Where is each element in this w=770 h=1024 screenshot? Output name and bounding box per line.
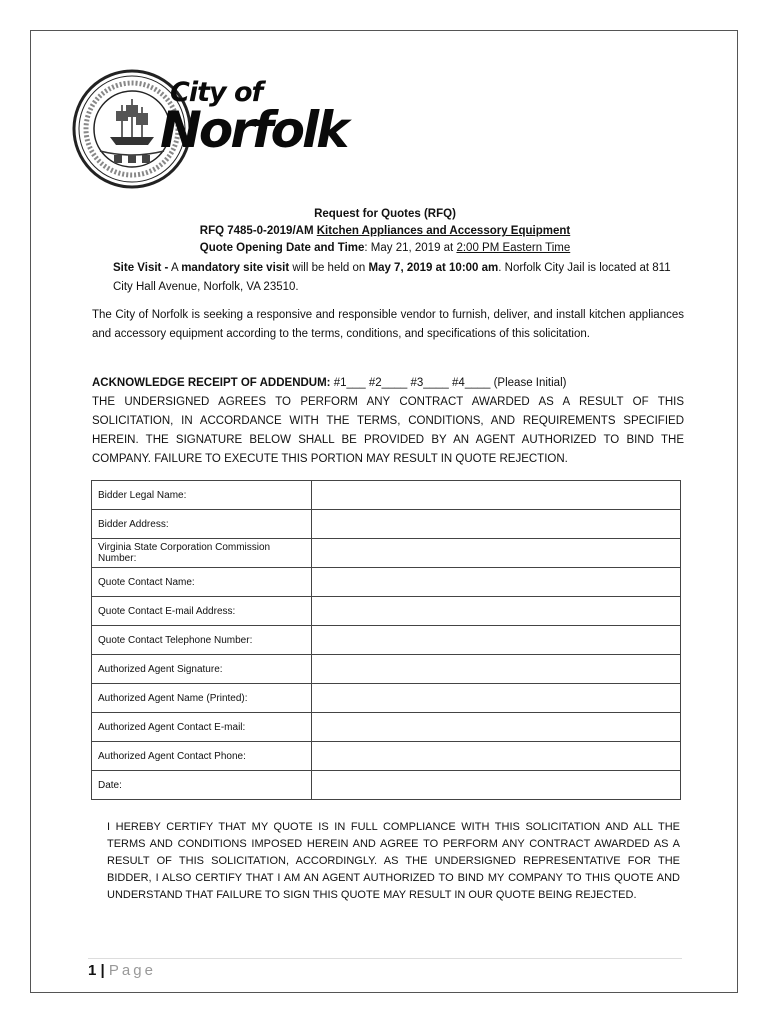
form-row [92,568,681,597]
form-label: Authorized Agent Name (Printed): [92,684,312,713]
form-row [92,655,681,684]
form-label: Virginia State Corporation Commission Number: [92,539,312,568]
site-visit-location: . Norfolk City Jail is located at 811 City Hall Avenue, Norfolk, VA 23510. [113,262,671,293]
wordmark-city-of: City of [170,77,263,108]
form-row [92,626,681,655]
acknowledge-label: ACKNOWLEDGE RECEIPT OF ADDENDUM: [92,377,331,389]
quote-opening-label: Quote Opening Date and Time [199,242,365,254]
form-row [92,713,681,742]
site-visit-notice [113,259,685,297]
form-label: Authorized Agent Signature: [92,655,312,684]
page-number: 1 [88,962,97,979]
form-value-field[interactable] [312,626,681,655]
form-value-field[interactable] [312,481,681,510]
form-value-field[interactable] [312,655,681,684]
rfq-number: RFQ 7485-0-2019/AM [199,225,317,237]
page-label: Page [108,962,156,979]
form-value-field[interactable] [312,713,681,742]
site-visit-mandatory: mandatory site visit [181,262,290,274]
site-visit-text: will be held on [289,262,369,274]
form-value-field[interactable] [312,742,681,771]
form-label: Bidder Legal Name: [92,481,312,510]
rfq-title-text: Request for Quotes (RFQ) [314,208,456,220]
quote-opening-line [0,240,770,257]
form-label: Authorized Agent Contact Phone: [92,742,312,771]
form-row [92,510,681,539]
form-label: Bidder Address: [92,510,312,539]
form-row [92,481,681,510]
form-label: Date: [92,771,312,800]
city-logo [70,67,390,205]
form-value-field[interactable] [312,539,681,568]
rfq-title [0,206,770,223]
intro-paragraph: The City of Norfolk is seeking a responsive and responsible vendor to furnish, deliver, and install kitchen appliances and accessory equipment according to the terms, conditions, and specifications of this solicitation. [92,309,684,340]
site-visit-label: Site Visit - [113,262,169,274]
form-label: Quote Contact Telephone Number: [92,626,312,655]
form-row [92,597,681,626]
form-label: Quote Contact Name: [92,568,312,597]
certification-statement: I HEREBY CERTIFY THAT MY QUOTE IS IN FULL COMPLIANCE WITH THIS SOLICITATION AND ALL THE TERMS AND CONDITIONS IMPOSED HEREIN AND AGREE TO PERFORM ANY CONTRACT AWARDED AS A RESULT OF THIS SOLICITATION, ACCORDINGLY. AS THE UNDERSIGNED REPRESENTATIVE FOR THE BIDDER, I ALSO CERTIFY THAT I AM AN AGENT AUTHORIZED TO BIND MY COMPANY TO THIS QUOTE AND UNDERSTAND THAT FAILURE TO SIGN THIS QUOTE MAY RESULT IN OUR QUOTE BEING REJECTED. [107,821,680,901]
form-row [92,539,681,568]
site-visit-text: A [168,262,182,274]
acknowledge-statement: THE UNDERSIGNED AGREES TO PERFORM ANY CONTRACT AWARDED AS A RESULT OF THIS SOLICITATION, IN ACCORDANCE WITH THE TERMS, CONDITIONS, AND REQUIREMENTS SPECIFIED HEREIN. THE SIGNATURE BELOW SHALL BE PROVIDED BY AN AGENT AUTHORIZED TO BIND THE COMPANY. FAILURE TO EXECUTE THIS PORTION MAY RESULT IN QUOTE REJECTION. [92,396,684,465]
quote-opening-date: : May 21, 2019 at [364,242,457,254]
rfq-number-line [0,223,770,240]
bidder-info-table [91,480,681,800]
form-value-field[interactable] [312,568,681,597]
form-row [92,684,681,713]
form-value-field[interactable] [312,510,681,539]
form-row [92,742,681,771]
form-label: Authorized Agent Contact E-mail: [92,713,312,742]
form-label: Quote Contact E-mail Address: [92,597,312,626]
wordmark-norfolk: Norfolk [160,101,347,159]
footer-divider [88,958,682,959]
addendum-blanks: #1___ #2____ #3____ #4____ (Please Initial) [330,377,567,389]
form-value-field[interactable] [312,771,681,800]
acknowledge-section [92,374,684,469]
form-row [92,771,681,800]
page-separator: | [96,962,109,979]
page-footer [88,962,156,979]
site-visit-date: May 7, 2019 at 10:00 am [368,262,499,274]
form-value-field[interactable] [312,684,681,713]
rfq-subject: Kitchen Appliances and Accessory Equipment [316,225,571,237]
form-value-field[interactable] [312,597,681,626]
quote-opening-time: 2:00 PM Eastern Time [456,242,571,254]
